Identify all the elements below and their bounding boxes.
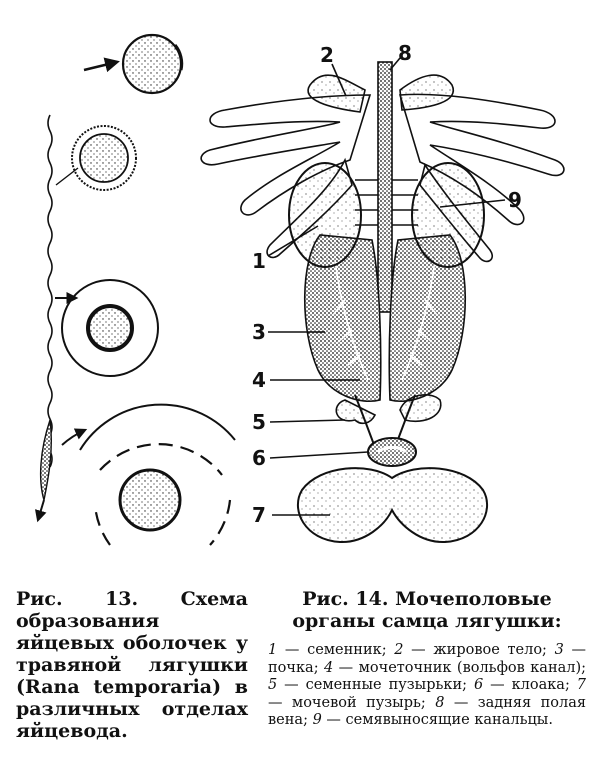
legend-text: задняя полая вена (268, 694, 586, 728)
testis-left (289, 163, 361, 267)
legend-num: 8 (435, 694, 445, 711)
legend-num: 6 (473, 677, 484, 693)
callout-4: 4 (252, 368, 266, 392)
legend-text: клоака (511, 677, 565, 693)
callout-6: 6 (252, 446, 266, 470)
testis-right (412, 163, 484, 267)
legend-num: 7 (576, 677, 587, 693)
legend-text: семенные пузырьки (305, 677, 463, 693)
legend-text: семявыносящие канальцы (345, 712, 549, 728)
figure14-diagram (201, 62, 564, 542)
callout-7: 7 (252, 503, 266, 527)
callout-9: 9 (508, 188, 522, 212)
figure14-caption-title: Рис. 14. Мочеполовые органы самца лягушки: (292, 588, 562, 632)
legend-text: почка (268, 659, 314, 676)
legend-text: жировое тело (433, 642, 543, 658)
figure13-caption: Рис. 13. Схема образования яйцевых оболочек у травяной лягушки (Rana temporaria) в различных отделах яйцевода. (16, 588, 248, 742)
legend-num: 4 (324, 659, 334, 676)
legend-text: мочеточник (вольфов канал) (358, 659, 582, 676)
egg-stage-4-outer (80, 405, 235, 450)
urinary-bladder (298, 468, 487, 542)
callout-8: 8 (398, 41, 412, 65)
cloaca (368, 438, 416, 466)
vena-cava (378, 62, 392, 312)
oviduct-end (41, 420, 52, 500)
oviduct-line (48, 115, 52, 467)
egg-stage-1 (123, 35, 181, 93)
callout-3: 3 (252, 320, 266, 344)
legend-text: мочевой пузырь (291, 694, 421, 711)
egg-stage-4 (120, 470, 180, 530)
figure14-legend: 1 — семенник; 2 — жировое тело; 3 — почка; 4 — мочеточник (вольфов канал); 5 — семенные пузырьки; 6 — клоака; 7 — мочевой пузырь; 8 — задняя полая вена; 9 — семявыносящие канальцы. (268, 642, 587, 728)
legend-num: 9 (312, 712, 322, 728)
legend-num: 2 (394, 642, 404, 658)
callout-1: 1 (252, 249, 266, 273)
legend-num: 3 (554, 642, 564, 658)
legend-text: семенник (307, 642, 382, 658)
callout-5: 5 (252, 410, 266, 434)
legend-num: 5 (268, 677, 278, 693)
callout-2: 2 (320, 43, 334, 67)
figure13-diagram (38, 35, 235, 545)
legend-num: 1 (268, 642, 278, 658)
